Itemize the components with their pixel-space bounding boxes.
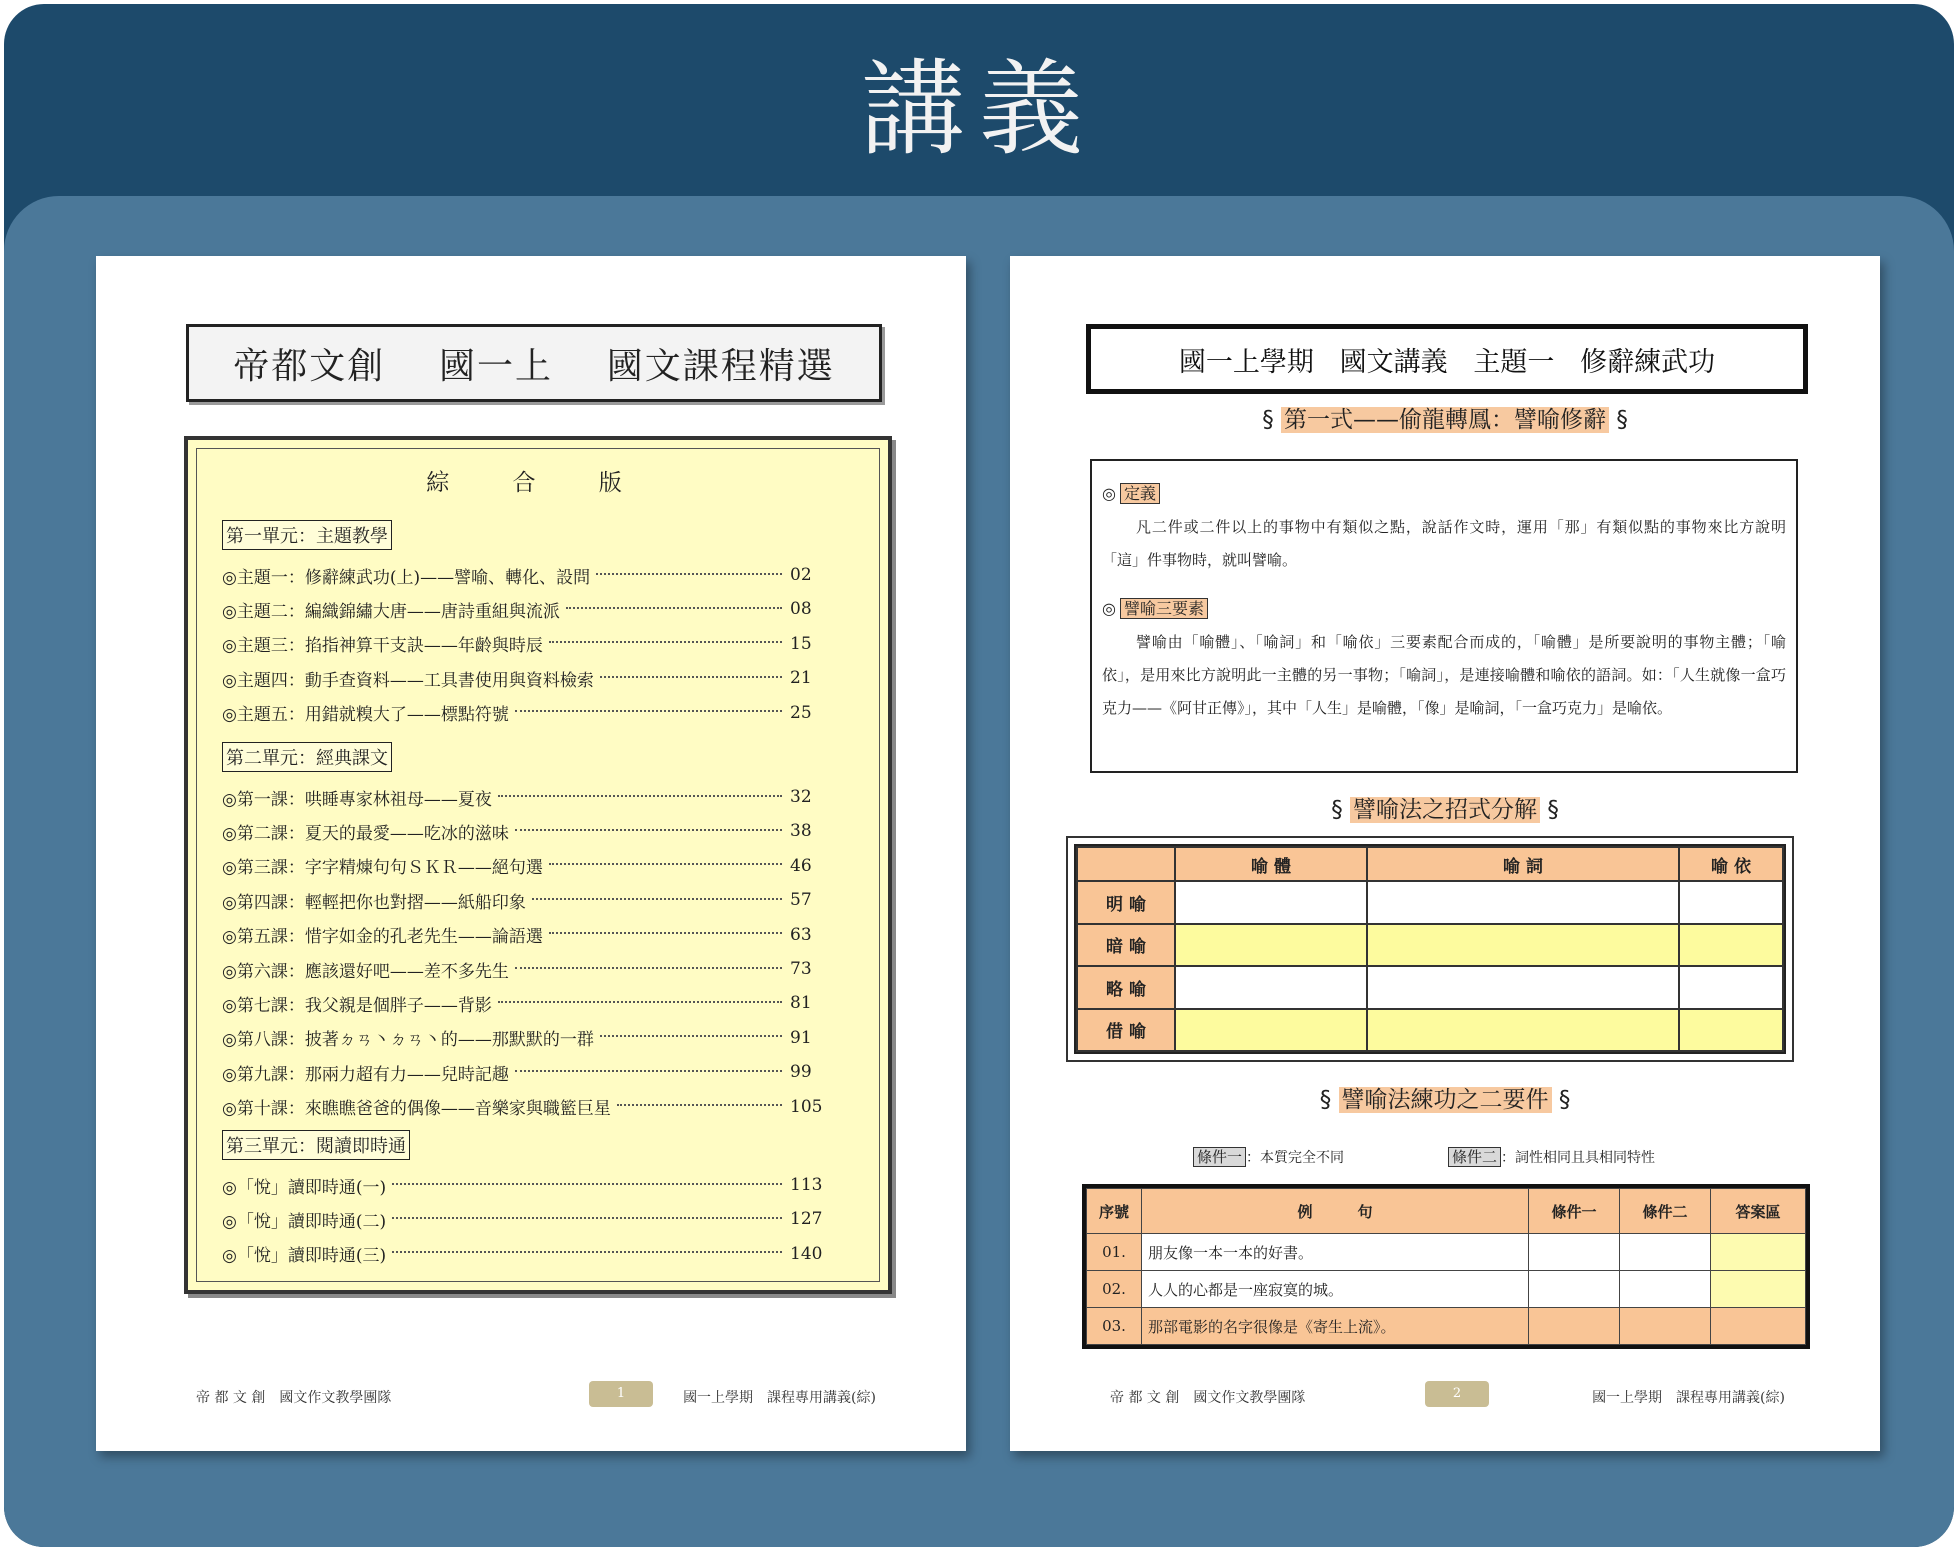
table-row: 暗 喻	[1077, 924, 1783, 967]
section-title-1: § 第一式——偷龍轉鳳：譬喻修辭 §	[1262, 407, 1628, 433]
answer-cell[interactable]	[1679, 881, 1783, 924]
leader-dots	[515, 709, 782, 712]
answer-cell[interactable]	[1711, 1308, 1806, 1345]
leader-dots	[532, 897, 782, 900]
toc-entry-title: ◎第六課：應該還好吧——差不多先生	[222, 961, 509, 982]
toc-entry[interactable]	[222, 631, 822, 657]
table-row: 03. 那部電影的名字很像是《寄生上流》。	[1087, 1308, 1806, 1345]
page2-title-term: 國一上學期	[1178, 346, 1314, 378]
toc-entry-page: 91	[790, 1027, 812, 1048]
answer-cell[interactable]	[1175, 1009, 1367, 1052]
toc-entry[interactable]	[222, 1172, 822, 1198]
answer-cell[interactable]	[1175, 881, 1367, 924]
toc-entry-page: 32	[790, 787, 812, 807]
slide-frame	[4, 4, 1954, 1547]
answer-cell[interactable]	[1175, 924, 1367, 967]
answer-cell[interactable]	[1367, 1009, 1679, 1052]
toc-entry-page: 46	[790, 855, 812, 876]
table-header-row: 喻 體 喻 詞 喻 依	[1077, 847, 1783, 881]
answer-cell[interactable]	[1529, 1234, 1620, 1271]
table-row: 略 喻	[1077, 966, 1783, 1009]
leader-dots	[515, 966, 782, 969]
toc-entry[interactable]	[222, 1206, 822, 1232]
leader-dots	[600, 1034, 782, 1037]
toc-entry-page: 02	[790, 565, 812, 585]
definition-box	[1090, 459, 1798, 773]
leader-dots	[549, 931, 782, 934]
toc-entry-page: 15	[790, 633, 812, 654]
answer-cell[interactable]	[1367, 924, 1679, 967]
page1-title-box	[186, 324, 882, 402]
toc-entry-title: ◎主題一：修辭練武功(上)——譬喻、轉化、設問	[222, 567, 591, 588]
toc-entry-title: ◎第二課：夏天的最愛——吃冰的滋味	[222, 823, 509, 844]
page2-title-theme: 主題一	[1473, 346, 1555, 378]
page2-title-box	[1086, 324, 1808, 394]
leader-dots	[515, 1069, 782, 1072]
definition-text: 凡二件或二件以上的事物中有類似之點，說話作文時，運用「那」有類似點的事物來比方說明「這」件事物時，就叫譬喻。	[1102, 518, 1786, 569]
page2-footer	[1110, 1381, 1785, 1411]
toc-entry-title: ◎第八課：披著ㄉㄢ丶ㄉㄢ丶的——那默默的一群	[222, 1030, 594, 1051]
leader-dots	[596, 572, 782, 575]
toc-entry[interactable]	[222, 1059, 822, 1085]
page-number-badge: 1	[589, 1381, 653, 1407]
page-title: 講義	[860, 48, 1097, 170]
page-number-badge: 2	[1425, 1381, 1489, 1407]
answer-cell[interactable]	[1367, 881, 1679, 924]
toc-entry[interactable]	[222, 990, 822, 1016]
toc-entry-title: ◎主題四：動手查資料——工具書使用與資料檢索	[222, 670, 594, 691]
leader-dots	[600, 675, 782, 678]
section-title-3: § 譬喻法練功之二要件 §	[1319, 1087, 1571, 1113]
condition-one: 條件一 ：本質完全不同	[1193, 1146, 1344, 1167]
answer-cell[interactable]	[1679, 924, 1783, 967]
toc-entry-page: 127	[790, 1209, 823, 1230]
practice-table	[1082, 1184, 1810, 1349]
table-row: 明 喻	[1077, 881, 1783, 924]
toc-entry-page: 38	[790, 821, 812, 842]
metaphor-types-table	[1066, 836, 1794, 1062]
toc-entry-title: ◎第五課：惜字如金的孔老先生——論語選	[222, 927, 543, 948]
leader-dots	[549, 640, 782, 643]
toc-entry[interactable]	[222, 887, 822, 913]
toc-entry[interactable]	[222, 1241, 822, 1267]
page1-title-publisher: 帝都文創	[233, 345, 386, 387]
answer-cell[interactable]	[1529, 1271, 1620, 1308]
toc-entry-page: 25	[790, 702, 812, 723]
toc-entry[interactable]	[222, 700, 822, 726]
definition-tag: ◎ 定義	[1102, 481, 1160, 504]
handout-page-1	[96, 256, 966, 1451]
toc-entry[interactable]	[222, 596, 822, 622]
toc-entry-title: ◎「悅」讀即時通(三)	[222, 1246, 387, 1267]
answer-cell[interactable]	[1367, 966, 1679, 1009]
toc-heading: 綜 合 版	[426, 470, 650, 496]
section-title-2: § 譬喻法之招式分解 §	[1331, 797, 1559, 823]
toc-entry-title: ◎主題二：編織錦繡大唐——唐詩重組與流派	[222, 601, 560, 622]
toc-entry-page: 140	[790, 1243, 823, 1264]
table-header-row: 序號 例 句 條件一 條件二 答案區	[1087, 1189, 1806, 1234]
toc-entry[interactable]	[222, 853, 822, 879]
footer-team: 帝 都 文 創 國文作文教學團隊	[1110, 1390, 1306, 1406]
table-row: 02. 人人的心都是一座寂寞的城。	[1087, 1271, 1806, 1308]
toc-entry[interactable]	[222, 956, 822, 982]
leader-dots	[498, 1000, 782, 1003]
toc-entry-title: ◎主題三：掐指神算干支訣——年齡與時辰	[222, 636, 543, 657]
leader-dots	[617, 1103, 782, 1106]
leader-dots	[549, 862, 782, 865]
answer-cell[interactable]	[1679, 1009, 1783, 1052]
footer-course: 國一上學期 課程專用講義(綜)	[1592, 1390, 1785, 1406]
answer-cell[interactable]	[1679, 966, 1783, 1009]
toc-entry-title: ◎主題五：用錯就糗大了——標點符號	[222, 705, 509, 726]
answer-cell[interactable]	[1711, 1271, 1806, 1308]
toc-entry-title: ◎第七課：我父親是個胖子——背影	[222, 995, 492, 1016]
leader-dots	[515, 828, 782, 831]
page2-title-topic: 修辭練武功	[1580, 346, 1716, 378]
elements-text: 譬喻由「喻體」、「喻詞」和「喻依」三要素配合而成的，「喻體」是所要說明的事物主體；「喻依」，是用來比方說明此一主體的另一事物；「喻詞」，是連接喻體和喻依的語詞。如：「人生就像一盒巧克力——《阿甘正傳》」，其中「人生」是喻體，「像」是喻詞，「一盒巧克力」是喻依。	[1102, 633, 1786, 717]
toc-entry-title: ◎「悅」讀即時通(二)	[222, 1211, 387, 1232]
toc-entry-title: ◎第四課：輕輕把你也對摺——紙船印象	[222, 892, 526, 913]
handout-page-2	[1010, 256, 1880, 1451]
toc-entry[interactable]	[222, 665, 822, 691]
toc-entry-page: 57	[790, 890, 812, 911]
footer-team: 帝 都 文 創 國文作文教學團隊	[196, 1390, 392, 1406]
footer-course: 國一上學期 課程專用講義(綜)	[683, 1390, 876, 1406]
answer-cell[interactable]	[1175, 966, 1367, 1009]
table-row: 借 喻	[1077, 1009, 1783, 1052]
table-row: 01. 朋友像一本一本的好書。	[1087, 1234, 1806, 1271]
toc-entry-title: ◎第十課：來瞧瞧爸爸的偶像——音樂家與職籃巨星	[222, 1099, 611, 1120]
toc-entry-page: 105	[790, 1096, 823, 1117]
toc-entry[interactable]	[222, 1094, 822, 1120]
toc-entry-page: 21	[790, 668, 812, 689]
toc-entry-page: 63	[790, 924, 812, 945]
toc-entry-title: ◎第一課：哄睡專家林祖母——夏夜	[222, 789, 492, 810]
toc-entry[interactable]	[222, 1025, 822, 1051]
toc-entry[interactable]	[222, 562, 822, 588]
toc-entry-page: 73	[790, 959, 812, 979]
toc-entry-page: 99	[790, 1062, 812, 1083]
page1-footer	[196, 1381, 876, 1411]
elements-tag: ◎ 譬喻三要素	[1102, 596, 1208, 619]
toc-entry-page: 81	[790, 993, 812, 1014]
leader-dots	[498, 794, 782, 797]
page1-title-grade: 國一上	[438, 345, 553, 387]
answer-cell[interactable]	[1529, 1308, 1620, 1345]
condition-two: 條件二 ：詞性相同且具相同特性	[1448, 1146, 1655, 1167]
unit-label: 第二單元：經典課文	[222, 742, 392, 772]
answer-cell[interactable]	[1620, 1271, 1711, 1308]
page2-title-subject: 國文講義	[1339, 346, 1448, 378]
toc-entry[interactable]	[222, 922, 822, 948]
leader-dots	[392, 1250, 782, 1253]
toc-entry-title: ◎「悅」讀即時通(一)	[222, 1177, 387, 1198]
toc-entry[interactable]	[222, 818, 822, 844]
toc-entry-page: 113	[790, 1175, 823, 1195]
toc-entry-page: 08	[790, 599, 812, 620]
answer-cell[interactable]	[1620, 1234, 1711, 1271]
leader-dots	[392, 1216, 782, 1219]
toc-entry[interactable]	[222, 784, 822, 810]
unit-label: 第一單元：主題教學	[222, 520, 392, 550]
leader-dots	[392, 1182, 782, 1185]
leader-dots	[566, 606, 782, 609]
table-of-contents	[184, 436, 892, 1294]
unit-label: 第三單元：閱讀即時通	[222, 1130, 410, 1160]
answer-cell[interactable]	[1711, 1234, 1806, 1271]
toc-entry-title: ◎第九課：那兩力超有力——兒時記趣	[222, 1064, 509, 1085]
page1-title-course: 國文課程精選	[606, 345, 835, 387]
answer-cell[interactable]	[1620, 1308, 1711, 1345]
toc-entry-title: ◎第三課：字字精煉句句ＳＫＲ——絕句選	[222, 858, 543, 879]
